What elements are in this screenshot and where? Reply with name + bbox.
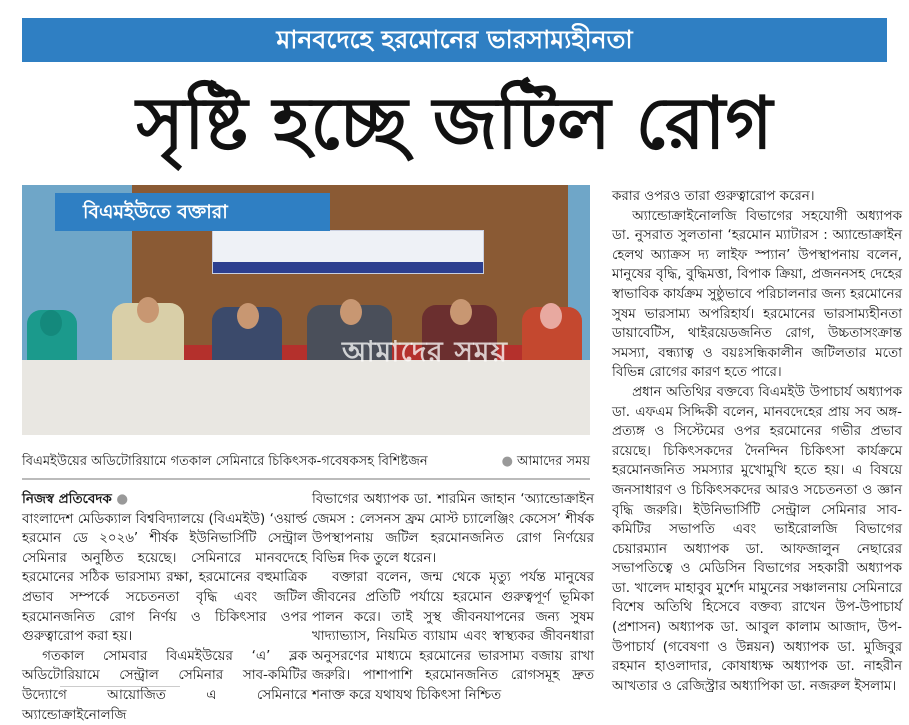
headline: সৃষ্টি হচ্ছে জটিল রোগ xyxy=(136,81,773,165)
paragraph: বক্তারা বলেন, জন্ম থেকে মৃত্যু পর্যন্ত মানুষের জীবনের প্রতিটি পর্যায়ে হরমোন গুরুত্বপূর্ণ ভূমিকা পালন করে। তাই সুস্থ জীবনযাপনের জন্য সুষম খাদ্যাভ্যাস, নিয়মিত ব্যায়াম এবং স্বাস্থ্যকর জীবনধারা অনুসরণের মাধ্যমে হরমোনের ভারসাম্য বজায় রাখা জরুরি। পাশাপাশি হরমোনজনিত রোগসমূহ দ্রুত শনাক্ত করে যথাযথ চিকিৎসা নিশ্চিত xyxy=(312,570,594,703)
photo-head xyxy=(237,303,259,329)
byline-text: নিজস্ব প্রতিবেদক xyxy=(22,492,112,507)
paragraph: অ্যান্ডোক্রাইনোলজি বিভাগের সহযোগী অধ্যাপক ডা. নুসরাত সুলতানা ‘হরমোন ম্যাটারস : অ্যান্ডোক্রাইন হেলথ অ্যাক্রস দ্য লাইফ স্প্যান’ উপস্থাপনায় বলেন, মানুষের বৃদ্ধি, বুদ্ধিমত্তা, বিপাক ক্রিয়া, প্রজননসহ দেহের স্বাভাবিক কার্যক্রম সুষ্ঠুভাবে পরিচালনার জন্য হরমোনের সুষম ভারসাম্য অপরিহার্য। হরমোনের ভারসাম্যহীনতা ডায়াবেটিস, থাইরয়েডজনিত রোগ, উচ্চতাসংক্রান্ত সমস্যা, বন্ধ্যাত্ব ও বয়ঃসন্ধিকালীন জটিলতার মতো বিভিন্ন রোগের কারণ হতে পারে। xyxy=(612,208,902,381)
photo-credit xyxy=(502,452,590,472)
paragraph: করার ওপরও তারা গুরুত্বারোপ করেন। xyxy=(612,189,815,204)
banner-strip xyxy=(213,262,483,273)
photo-head xyxy=(450,299,472,325)
article-column-1 xyxy=(22,490,307,725)
paragraph: গতকাল সোমবার বিএমইউয়ের ‘এ’ ব্লক অডিটোরিয়ামে সেন্ট্রাল সেমিনার সাব-কমিটির উদ্যোগে আয়োজিত এ সেমিনারে অ্যান্ডোক্রাইনোলজি xyxy=(22,648,307,723)
photo-credit-text: আমাদের সময় xyxy=(517,454,590,469)
article-column-2 xyxy=(312,490,594,706)
photo-head xyxy=(40,310,62,336)
paragraph: বাংলাদেশ মেডিক্যাল বিশ্ববিদ্যালয়ে (বিএমইউ) ‘ওয়ার্ল্ড হরমোন ডে ২০২৬’ শীর্ষক ইউনিভার্সিটি সেন্ট্রাল সেমিনার অনুষ্ঠিত হয়েছে। সেমিনারে মানবদেহে হরমোনের সঠিক ভারসাম্য রক্ষা, হরমোনের বহুমাত্রিক প্রভাব সম্পর্কে সচেতনতা বৃদ্ধি এবং জটিল হরমোনজনিত রোগ নির্ণয় ও চিকিৎসার ওপর গুরুত্বারোপ করা হয়। xyxy=(22,511,307,645)
paragraph: প্রধান অতিথির বক্তব্যে বিএমইউ উপাচার্য অধ্যাপক ডা. এফএম সিদ্দিকী বলেন, মানবদেহের প্রায় সব অঙ্গ-প্রত্যঙ্গ ও সিস্টেমের ওপর হরমোনের গভীর প্রভাব রয়েছে। চিকিৎসকদের দৈনন্দিন চিকিৎসা কার্যক্রমে হরমোনজনিত সমস্যার মুখোমুখি হতে হয়। এ বিষয়ে জনসাধারণ ও চিকিৎসকদের আরও সচেতনতা ও জ্ঞান বৃদ্ধি জরুরি। ইউনিভার্সিটি সেন্ট্রাল সেমিনার সাব-কমিটির সভাপতি এবং ভাইরোলজি বিভাগের চেয়ারম্যান অধ্যাপক ডা. আফজালুন নেছারের সভাপতিত্বে ও মেডিসিন বিভাগের সহকারী অধ্যাপক ডা. খালেদ মাহাবুব মুর্শেদ মামুনের সঞ্চালনায় সেমিনারে বিশেষ অতিথি হিসেবে বক্তব্য রাখেন উপ-উপাচার্য (প্রশাসন) অধ্যাপক ডা. আবুল কালাম আজাদ, উপ-উপাচার্য (গবেষণা ও উন্নয়ন) অধ্যাপক ডা. মুজিবুর রহমান হাওলাদার, কোষাধ্যক্ষ অধ্যাপক ডা. নাহরীন আখতার ও রেজিস্ট্রার অধ্যাপিকা ডা. নজরুল ইসলাম। xyxy=(612,384,902,694)
paragraph: বিভাগের অধ্যাপক ডা. শারমিন জাহান ‘অ্যান্ডোক্রাইন জেমস : লেসনস ফ্রম মোস্ট চ্যালেঞ্জিং কেসেস’ শীর্ষক উপস্থাপনায় জটিল হরমোনজনিত রোগ নির্ণয়ের বিভিন্ন দিক তুলে ধরেন। xyxy=(312,492,594,566)
article-column-3 xyxy=(612,187,902,696)
photo-caption xyxy=(22,452,590,472)
photo-head xyxy=(540,303,562,329)
photo-stage-banner xyxy=(212,230,484,274)
caption-divider xyxy=(22,478,590,480)
photo-label: বিএমইউতে বক্তারা xyxy=(55,193,330,231)
photo-head xyxy=(137,297,159,323)
kicker-banner: মানবদেহে হরমোনের ভারসাম্যহীনতা xyxy=(22,18,887,62)
photo-watermark: আমাদের সময় xyxy=(342,335,508,368)
bullet-icon: ● xyxy=(501,454,518,469)
caption-text: বিএমইউয়ের অডিটোরিয়ামে গতকাল সেমিনারে চিকিৎসক-গবেষকসহ বিশিষ্টজন xyxy=(22,454,428,469)
bullet-icon: ● xyxy=(116,492,129,507)
byline xyxy=(22,490,307,510)
photo-head xyxy=(340,299,362,325)
footer-divider xyxy=(60,686,180,687)
